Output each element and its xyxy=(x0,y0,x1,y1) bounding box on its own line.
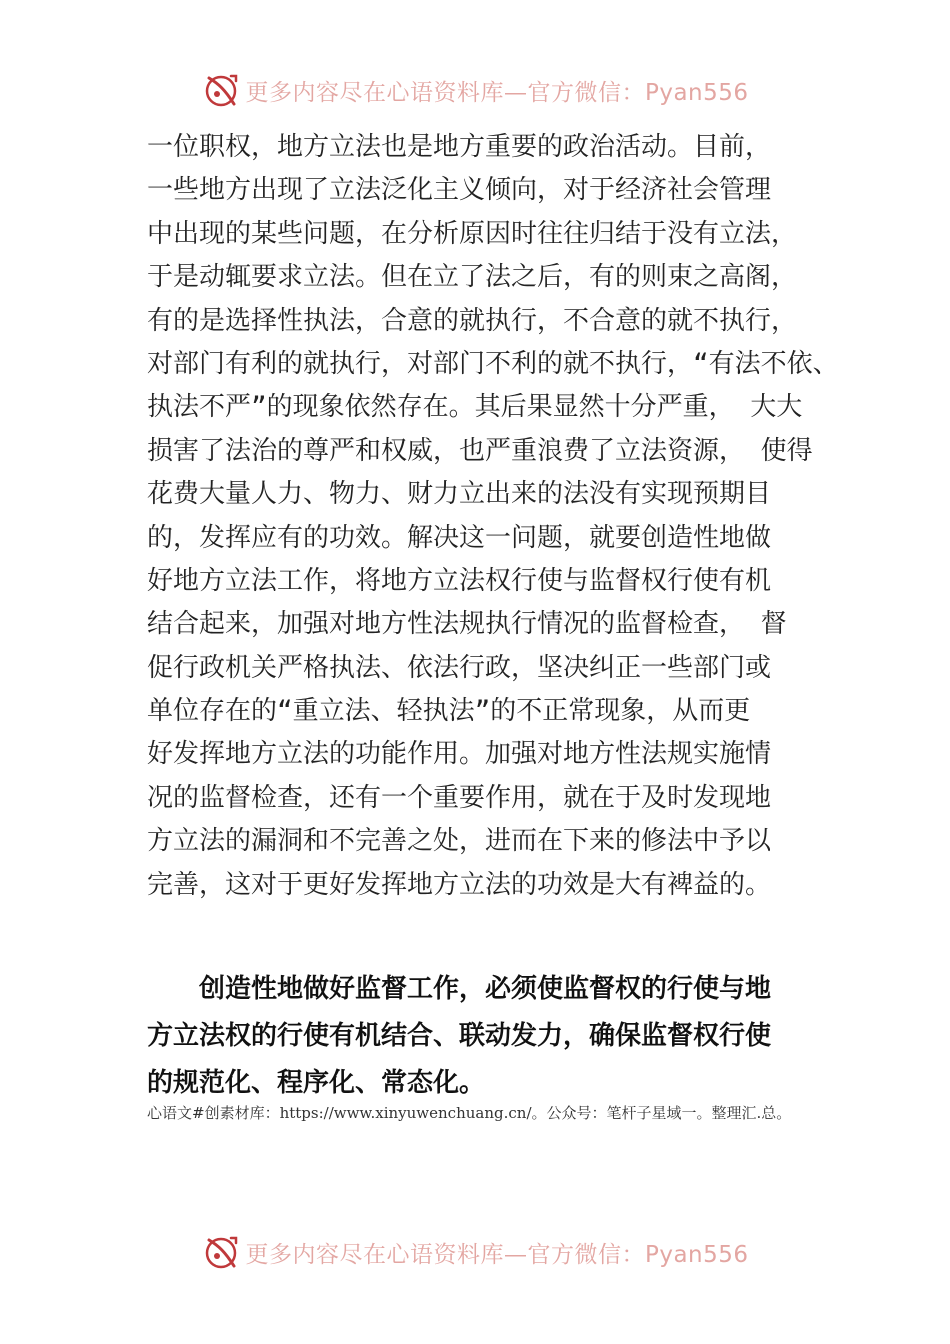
header-banner xyxy=(0,68,950,112)
body-line: 促行政机关严格执法、依法行政，坚决纠正一些部门或 xyxy=(147,652,772,683)
body-line: 花费大量人力、物力、财力立出来的法没有实现预期目 xyxy=(147,479,772,510)
body-line: 好发挥地方立法的功能作用。加强对地方性法规实施情 xyxy=(147,739,772,770)
body-line: 于是动辄要求立法。但在立了法之后，有的则束之高阁， xyxy=(147,262,798,293)
body-line: 执法不严”的现象依然存在。其后果显然十分严重， 大大 xyxy=(147,392,803,423)
body-line: 有的是选择性执法，合意的就执行，不合意的就不执行， xyxy=(147,305,798,336)
body-line: 方立法的漏洞和不完善之处，进而在下来的修法中予以 xyxy=(147,826,772,857)
body-line: 损害了法治的尊严和权威，也严重浪费了立法资源， 使得 xyxy=(147,435,813,466)
body-line: 中出现的某些问题，在分析原因时往往归结于没有立法， xyxy=(147,218,798,249)
body-line: 结合起来，加强对地方性法规执行情况的监督检查， 督 xyxy=(147,609,787,640)
footer-banner-text: 更多内容尽在心语资料库—官方微信：Pyan556 xyxy=(245,1241,749,1268)
footer-banner xyxy=(0,1230,950,1274)
footer-wechat-id: Pyan556 xyxy=(644,1241,749,1268)
emphasis-line: 方立法权的行使有机结合、联动发力，确保监督权行使 xyxy=(147,1021,772,1051)
brand-logo-icon xyxy=(201,70,241,110)
body-text xyxy=(147,126,837,907)
brand-logo-icon xyxy=(201,1232,241,1272)
body-line: 好地方立法工作，将地方立法权行使与监督权行使有机 xyxy=(147,565,772,596)
body-line: 完善，这对于更好发挥地方立法的功效是大有裨益的。 xyxy=(147,869,772,900)
header-banner-text: 更多内容尽在心语资料库—官方微信：Pyan556 xyxy=(245,79,749,106)
body-line: 单位存在的“重立法、轻执法”的不正常现象，从而更 xyxy=(147,696,751,727)
source-note: 心语文#创素材库：https://www.xinyuwenchuang.cn/。公众号：笔杆子星域一。整理汇.总。 xyxy=(147,1104,792,1122)
emphasis-line: 创造性地做好监督工作，必须使监督权的行使与地 xyxy=(199,974,772,1004)
emphasis-line: 的规范化、程序化、常态化。 xyxy=(147,1068,486,1098)
header-wechat-id: Pyan556 xyxy=(644,79,749,106)
body-line: 况的监督检查，还有一个重要作用，就在于及时发现地 xyxy=(147,782,772,813)
body-line: 对部门有利的就执行，对部门不利的就不执行，“有法不依、 xyxy=(147,348,839,379)
body-line: 的，发挥应有的功效。解决这一问题，就要创造性地做 xyxy=(147,522,772,553)
body-line: 一位职权，地方立法也是地方重要的政治活动。目前， xyxy=(147,132,772,162)
emphasis-paragraph xyxy=(147,966,847,1107)
body-line: 一些地方出现了立法泛化主义倾向，对于经济社会管理 xyxy=(147,175,772,206)
